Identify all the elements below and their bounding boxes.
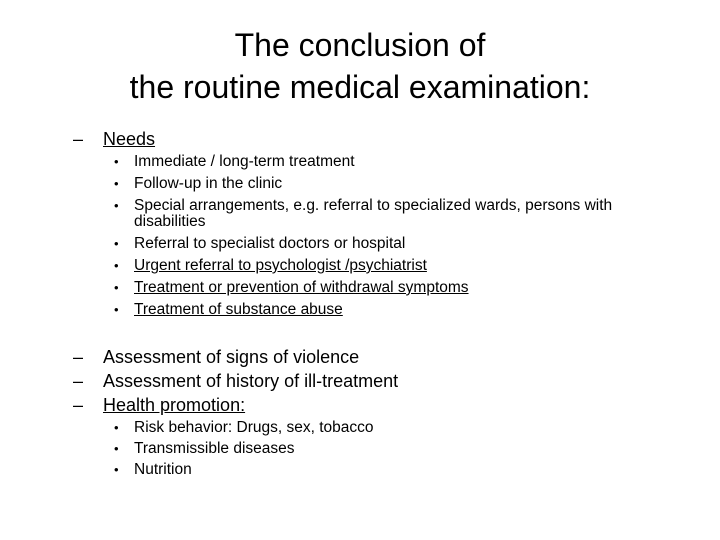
slide-title — [60, 24, 660, 108]
slide-title-line-1: The conclusion of — [234, 27, 486, 63]
bullet-marker: • — [114, 280, 119, 295]
dash-marker: – — [73, 347, 84, 367]
needs-item-1: Immediate / long-term treatment — [134, 153, 355, 170]
bullet-marker: • — [114, 176, 119, 191]
needs-item-6: Treatment or prevention of withdrawal symptoms — [134, 279, 469, 296]
dash-marker: – — [73, 129, 84, 149]
bullet-marker: • — [114, 302, 119, 317]
bullet-marker: • — [114, 441, 119, 456]
health-promotion-item-2: Transmissible diseases — [134, 440, 295, 457]
slide-title-line-2: the routine medical examination: — [129, 69, 591, 105]
needs-item-4: Referral to specialist doctors or hospital — [134, 235, 406, 252]
needs-label: Needs — [103, 129, 156, 149]
needs-item-3: Special arrangements, e.g. referral to specialized wards, persons with disabilities — [134, 197, 613, 230]
assessment-ill-treatment: Assessment of history of ill-treatment — [103, 371, 399, 391]
health-promotion-label: Health promotion: — [103, 395, 246, 415]
dash-marker: – — [73, 371, 84, 391]
health-promotion-item-1: Risk behavior: Drugs, sex, tobacco — [134, 419, 374, 436]
bullet-marker: • — [114, 420, 119, 435]
bullet-marker: • — [114, 236, 119, 251]
needs-item-5: Urgent referral to psychologist /psychiatrist — [134, 257, 427, 274]
assessment-violence: Assessment of signs of violence — [103, 347, 360, 367]
bullet-marker: • — [114, 198, 119, 213]
needs-item-7: Treatment of substance abuse — [134, 301, 343, 318]
bullet-marker: • — [114, 258, 119, 273]
bullet-marker: • — [114, 462, 119, 477]
dash-marker: – — [73, 395, 84, 415]
bullet-marker: • — [114, 154, 119, 169]
needs-item-2: Follow-up in the clinic — [134, 175, 283, 192]
health-promotion-item-3: Nutrition — [134, 461, 192, 478]
